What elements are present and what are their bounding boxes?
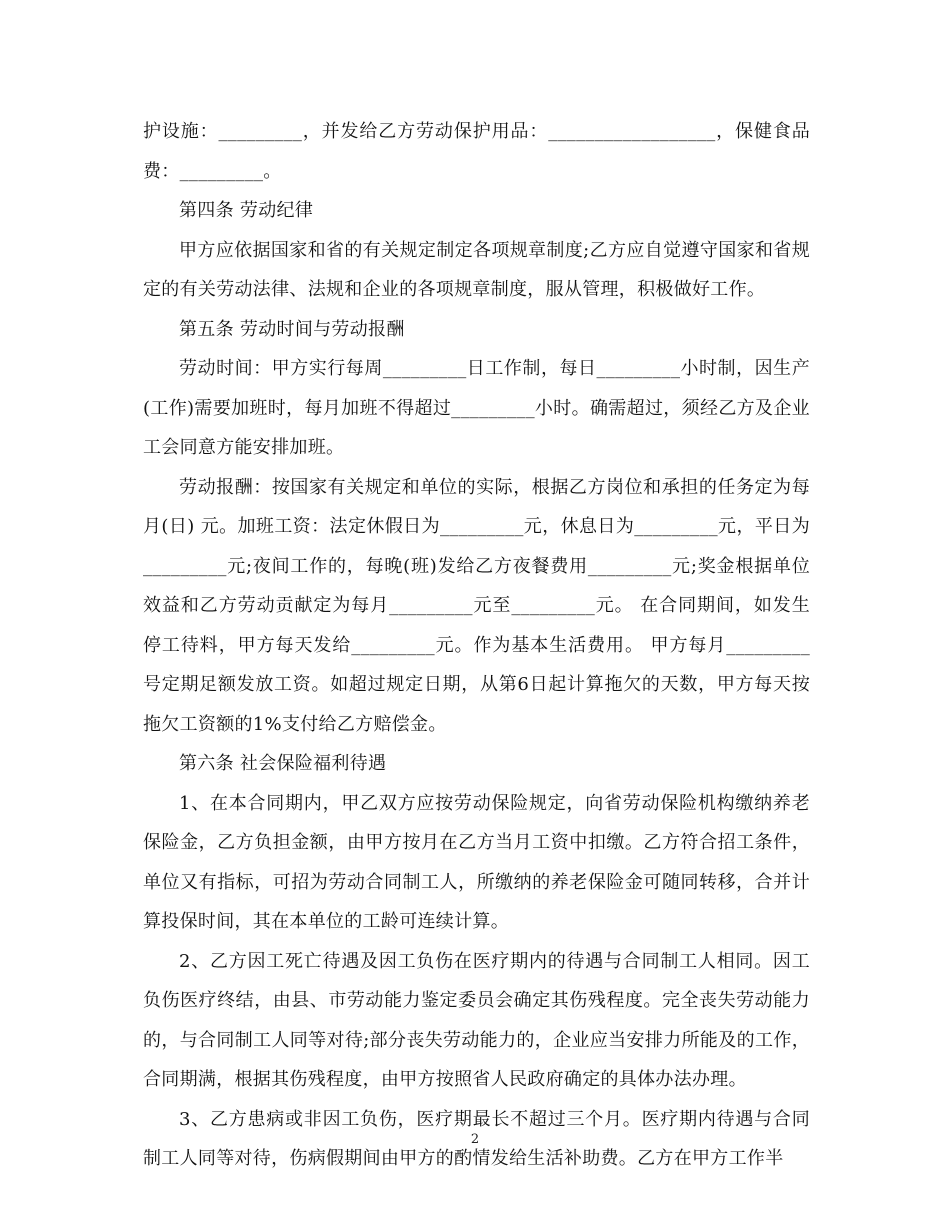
- heading-article-6-social-insurance: 第六条 社会保险福利待遇: [179, 753, 387, 774]
- document-body: [143, 112, 810, 1179]
- paragraph-insurance-clause-2: 2、乙方因工死亡待遇及因工负伤在医疗期内的待遇与合同制工人相同。因工负伤医疗终结，由县、市劳动能力鉴定委员会确定其伤残程度。完全丧失劳动能力的，与合同制工人同等对待;部分丧失劳动能力的，企业应当安排力所能及的工作，合同期满，根据其伤残程度，由甲方按照省人民政府确定的具体办法办理。: [143, 950, 810, 1090]
- heading-article-5-working-time-pay: 第五条 劳动时间与劳动报酬: [179, 318, 405, 340]
- paragraph-working-time: 劳动时间：甲方实行每周_________日工作制，每日_________小时制，因生产(工作)需要加班时，每月加班不得超过_________小时。确需超过，须经乙方及企业工会同意方能安排加班。: [143, 358, 810, 458]
- paragraph-protection-continuation: 护设施：_________，并发给乙方劳动保护用品：__________________，保健食品费：_________。: [143, 121, 810, 182]
- page-number: 2: [470, 1132, 480, 1147]
- paragraph-insurance-clause-3: 3、乙方患病或非因工负伤，医疗期最长不超过三个月。医疗期内待遇与合同制工人同等对待，伤病假期间由甲方的酌情发给生活补助费。乙方在甲方工作半: [143, 1108, 810, 1169]
- heading-article-4-labor-discipline: 第四条 劳动纪律: [179, 200, 314, 221]
- paragraph-insurance-clause-1: 1、在本合同期内，甲乙双方应按劳动保险规定，向省劳动保险机构缴纳养老保险金，乙方负担金额，由甲方按月在乙方当月工资中扣缴。乙方符合招工条件，单位又有指标，可招为劳动合同制工人，所缴纳的养老保险金可随同转移，合并计算投保时间，其在本单位的工龄可连续计算。: [143, 792, 810, 932]
- paragraph-labor-discipline: 甲方应依据国家和省的有关规定制定各项规章制度;乙方应自觉遵守国家和省规定的有关劳动法律、法规和企业的各项规章制度，服从管理，积极做好工作。: [143, 239, 810, 300]
- paragraph-remuneration: 劳动报酬：按国家有关规定和单位的实际，根据乙方岗位和承担的任务定为每月(日) 元。加班工资：法定休假日为_________元，休息日为_________元，平日为_________元;夜间工作的，每晚(班)发给乙方夜餐费用_________元;奖金根据单位效益和乙方劳动贡献定为每月_________元至_________元。 在合同期间，如发生停工待料，甲方每天发给_________元。作为基本生活费用。 甲方每月_________号定期足额发放工资。如超过规定日期，从第6日起计算拖欠的天数，甲方每天按拖欠工资额的1%支付给乙方赔偿金。: [143, 476, 810, 735]
